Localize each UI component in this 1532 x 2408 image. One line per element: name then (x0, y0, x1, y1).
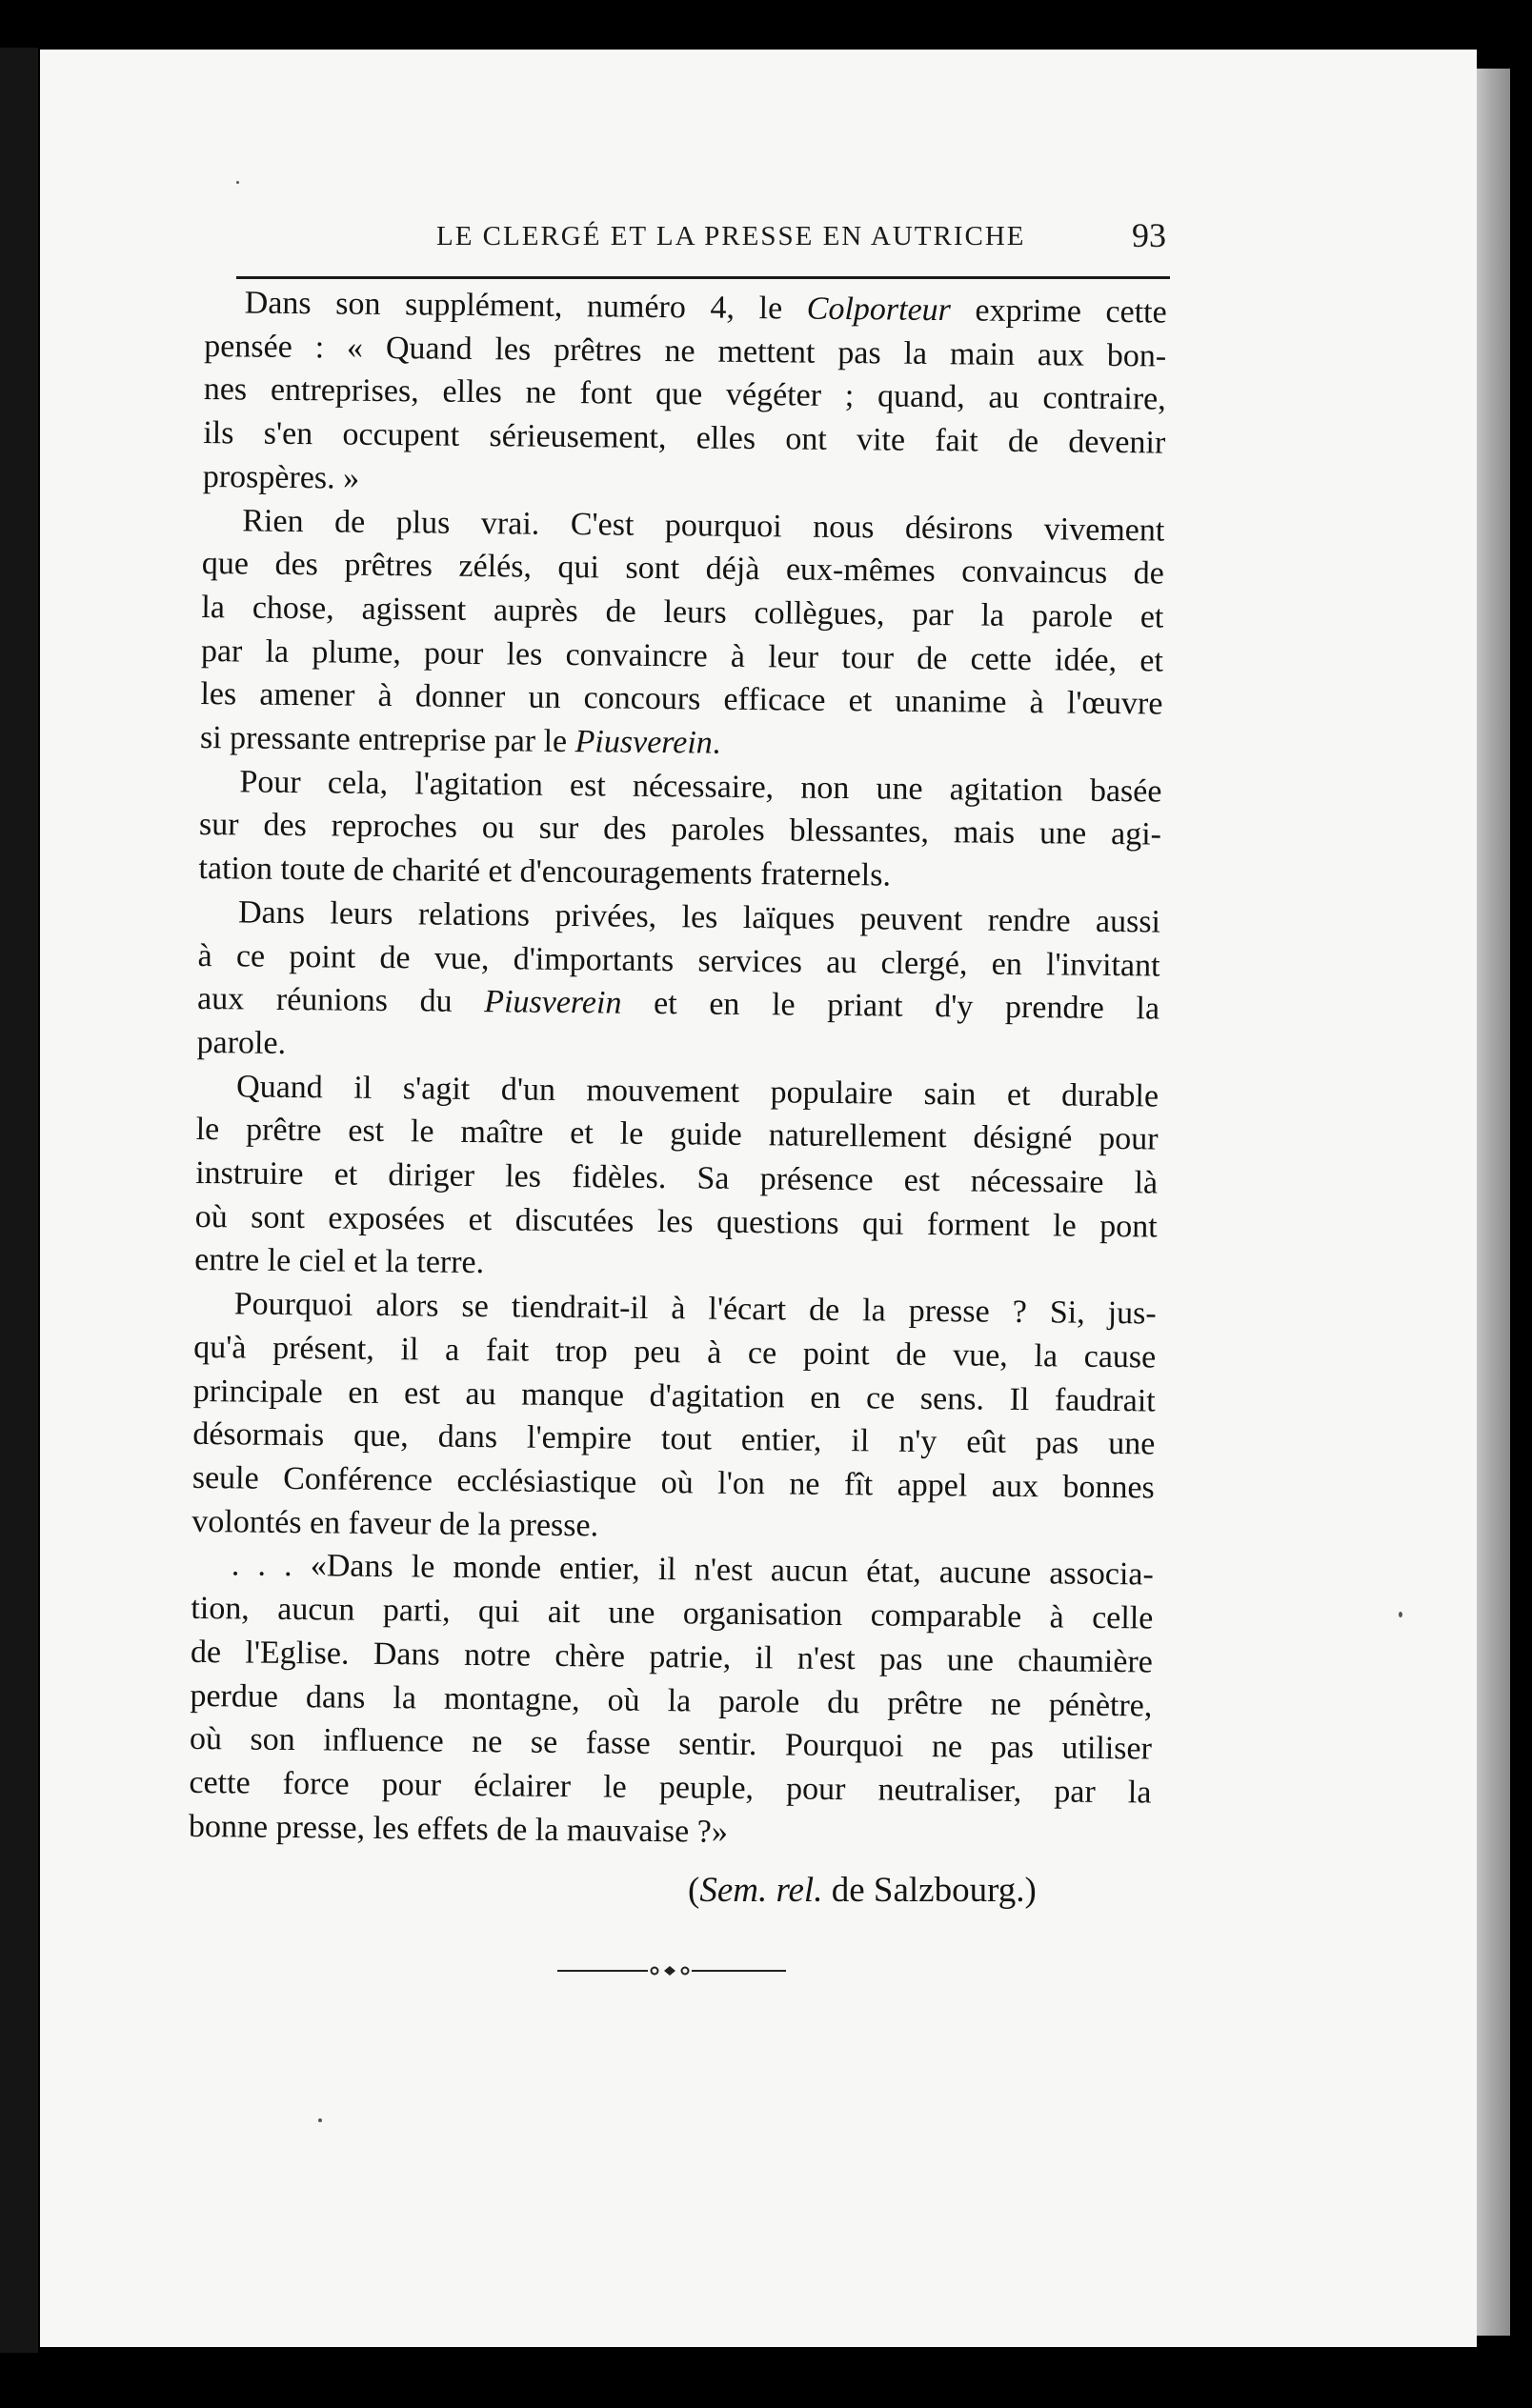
text-line: principale en est au manque d'agitation en ce sens. Il faudrait (192, 1373, 1156, 1419)
text-line: volontés en faveur de la presse. (192, 1503, 599, 1544)
paragraph (196, 891, 1160, 1074)
text-line: Pour cela, l'agitation est nécessaire, non une agitation basée (239, 764, 1162, 810)
running-head (236, 208, 1170, 265)
text-line: parole. (196, 1024, 287, 1061)
text-line: où son influence ne se fasse sentir. Pourquoi ne pas utiliser (189, 1721, 1153, 1767)
text-line: si pressante entreprise par le Piusverein. (199, 720, 721, 761)
book-binding-shadow (0, 48, 38, 2353)
text-line: entre le ciel et la terre. (194, 1242, 485, 1281)
text-line: désormais que, dans l'empire tout entier, il n'y eût pas une (192, 1416, 1156, 1462)
text-line: prospères. » (202, 458, 360, 496)
body-text (189, 281, 1167, 1858)
text-line: aux réunions du Piusverein et en le priant d'y prendre la (196, 981, 1160, 1027)
text-line: . . . «Dans le monde entier, il n'est aucun état, aucune associa- (231, 1547, 1155, 1593)
attribution-source: Sem. rel. (699, 1871, 823, 1910)
text-line: Dans leurs relations privées, les laïques peuvent rendre aussi (237, 894, 1161, 940)
text-line: tation toute de charité et d'encouragements fraternels. (198, 851, 892, 893)
paragraph (203, 281, 1167, 509)
page-number: 93 (1132, 216, 1166, 254)
paragraph (189, 1543, 1154, 1857)
paper-speck (236, 181, 239, 184)
attribution-place: de Salzbourg.) (822, 1871, 1037, 1910)
paragraph (198, 760, 1161, 901)
attribution-open-paren: ( (688, 1871, 700, 1910)
text-line: instruire et diriger les fidèles. Sa présence est nécessaire là (194, 1155, 1159, 1201)
text-line: qu'à présent, il a fait trop peu à ce point de vue, la cause (193, 1329, 1157, 1375)
text-line: Quand il s'agit d'un mouvement populaire sain et durable (235, 1069, 1159, 1114)
text-line: le prêtre est le maître et le guide naturellement désigné pour (195, 1112, 1159, 1157)
text-line: tion, aucun parti, qui ait une organisation comparable à celle (191, 1591, 1154, 1636)
paper-speck (318, 2118, 322, 2122)
paragraph (192, 1282, 1157, 1554)
text-line: à ce point de vue, d'importants services au clergé, en l'invitant (197, 937, 1160, 984)
text-line: Pourquoi alors se tiendrait-il à l'écart de la presse ? Si, jus- (233, 1286, 1157, 1332)
text-line: où sont exposées et discutées les questions qui forment le pont (194, 1198, 1158, 1245)
text-line: la chose, agissent auprès de leurs collègues, par la parole et (201, 589, 1164, 635)
paper-speck (1399, 1612, 1402, 1617)
text-line: que des prêtres zélés, qui sont déjà eux-mêmes convaincus de (201, 546, 1165, 592)
text-line: par la plume, pour les convaincre à leur tour de cette idée, et (200, 632, 1164, 679)
text-line: pensée : « Quand les prêtres ne mettent pas la main aux bon- (204, 328, 1167, 374)
text-line: Dans son supplément, numéro 4, le Colporteur exprime cette (244, 285, 1167, 331)
text-line: bonne presse, les effets de la mauvaise ?» (188, 1808, 729, 1850)
text-line: perdue dans la montagne, où la parole du prêtre ne pénètre, (190, 1677, 1153, 1723)
text-line: nes entreprises, elles ne font que végéter ; quand, au contraire, (203, 371, 1166, 417)
text-line: seule Conférence ecclésiastique où l'on ne fît appel aux bonnes (192, 1459, 1155, 1506)
header-rule (236, 276, 1170, 279)
section-end-ornament (557, 1964, 786, 1977)
text-line: de l'Eglise. Dans notre chère patrie, il n'est pas une chaumière (190, 1634, 1154, 1680)
text-line: les amener à donner un concours efficace et unanime à l'œuvre (200, 676, 1163, 722)
text-line: Rien de plus vrai. C'est pourquoi nous désirons vivement (242, 502, 1165, 549)
attribution (688, 1870, 1037, 1911)
text-line: ils s'en occupent sérieusement, elles ont vite fait de devenir (203, 415, 1166, 461)
paragraph (200, 499, 1165, 771)
text-line: sur des reproches ou sur des paroles blessantes, mais une agi- (198, 807, 1162, 853)
text-line: cette force pour éclairer le peuple, pour neutraliser, par la (189, 1764, 1152, 1811)
running-head-title: LE CLERGÉ ET LA PRESSE EN AUTRICHE (436, 221, 1026, 251)
paragraph (194, 1065, 1159, 1293)
